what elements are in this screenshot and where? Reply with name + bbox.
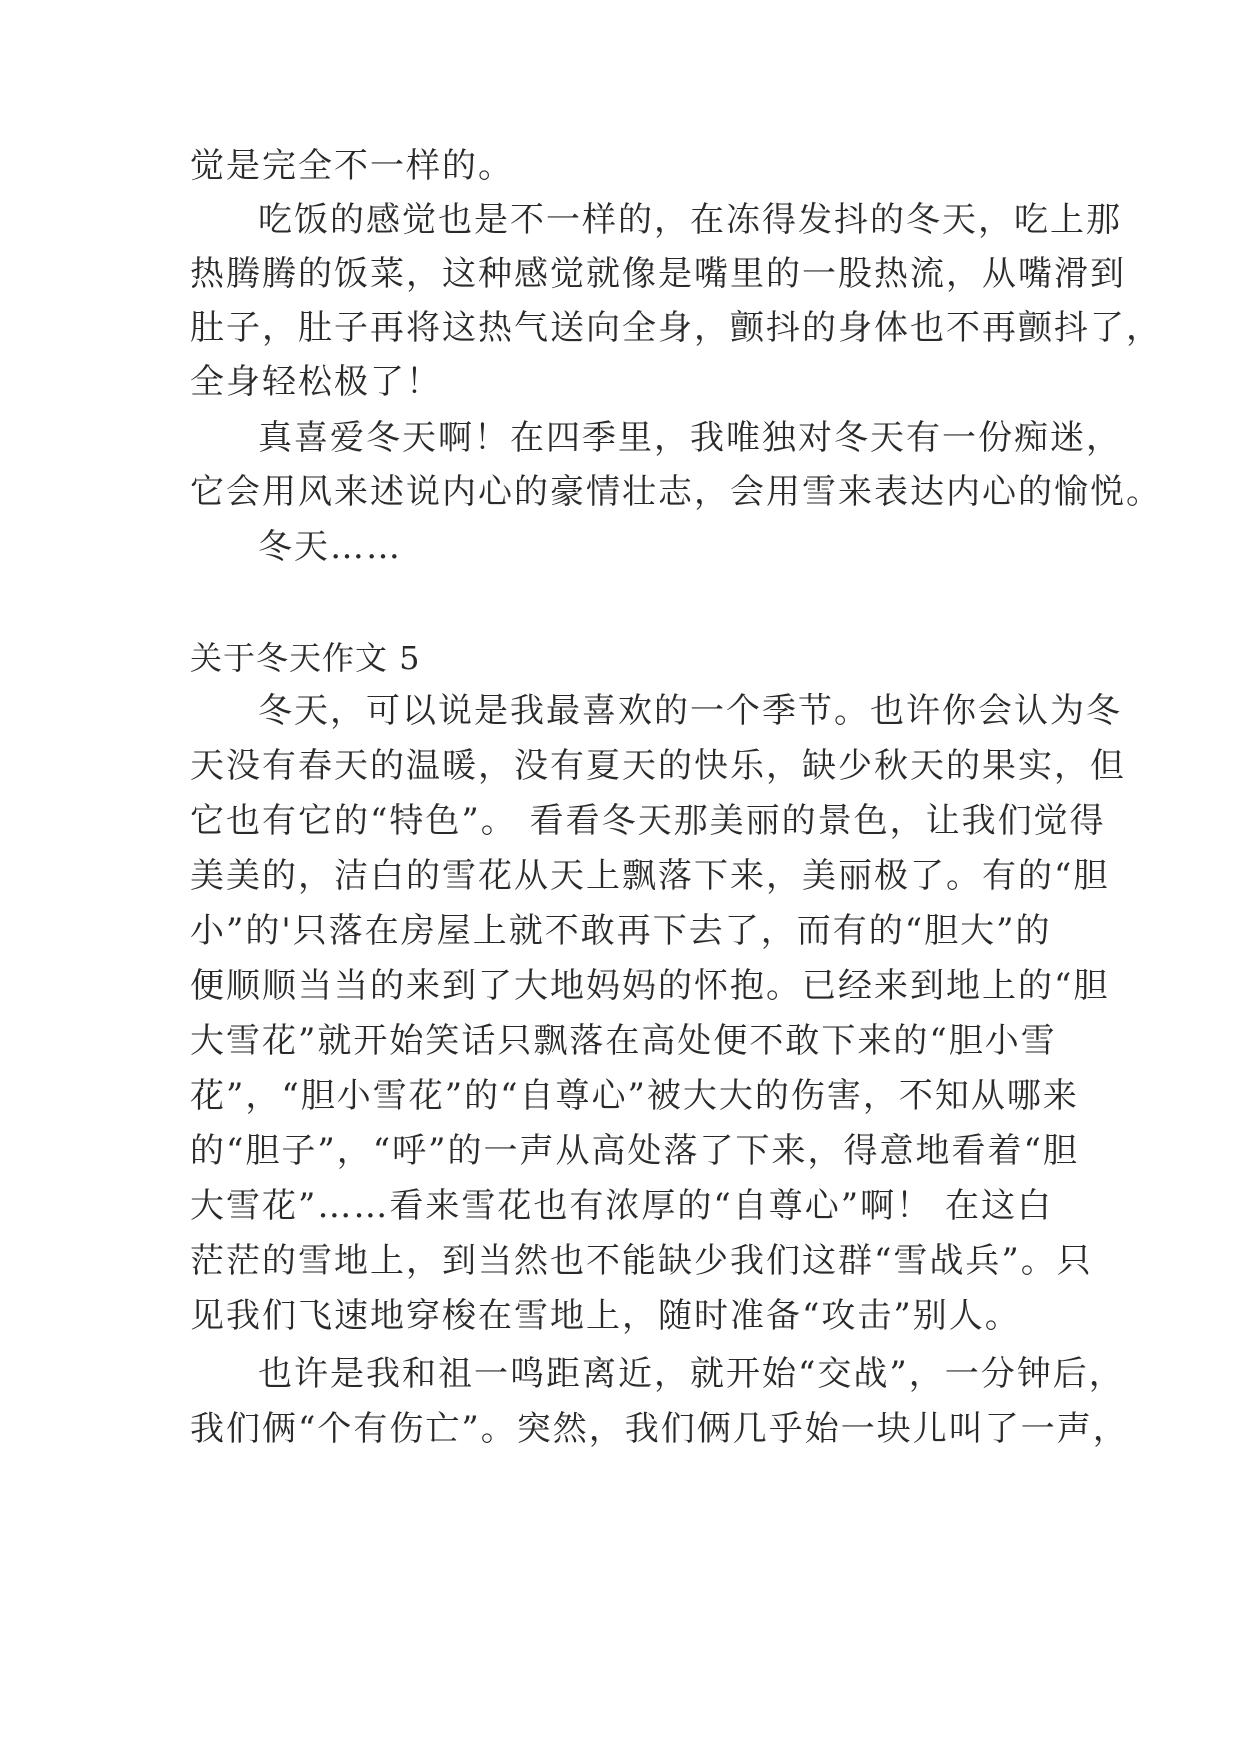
text-line: 全身轻松极了！ bbox=[190, 362, 442, 402]
text-line: 见我们飞速地穿梭在雪地上，随时准备“攻击”别人。 bbox=[190, 1296, 1021, 1336]
text-line: 大雪花”就开始笑话只飘落在高处便不敢下来的“胆小雪 bbox=[190, 1021, 1057, 1061]
text-line: 吃饭的感觉也是不一样的，在冻得发抖的冬天，吃上那 bbox=[258, 200, 1122, 240]
text-line: 真喜爱冬天啊！在四季里，我唯独对冬天有一份痴迷， bbox=[258, 418, 1122, 458]
text-line: 小”的'只落在房屋上就不敢再下去了，而有的“胆大”的 bbox=[190, 911, 1052, 951]
text-line: 也许是我和祖一鸣距离近，就开始“交战”，一分钟后， bbox=[258, 1354, 1125, 1394]
text-line: 花”，“胆小雪花”的“自尊心”被大大的伤害，不知从哪来 bbox=[190, 1076, 1079, 1116]
text-line: 大雪花”……看来雪花也有浓厚的“自尊心”啊！ 在这白 bbox=[190, 1186, 1053, 1226]
text-line: 热腾腾的饭菜，这种感觉就像是嘴里的一股热流，从嘴滑到 bbox=[190, 254, 1126, 294]
text-line: 冬天，可以说是我最喜欢的一个季节。也许你会认为冬 bbox=[258, 691, 1122, 731]
text-line: 肚子，肚子再将这热气送向全身，颤抖的身体也不再颤抖了， bbox=[190, 308, 1162, 348]
text-line: 美美的，洁白的雪花从天上飘落下来，美丽极了。有的“胆 bbox=[190, 856, 1110, 896]
text-line: 我们俩“个有伤亡”。突然，我们俩几乎始一块儿叫了一声， bbox=[190, 1409, 1129, 1449]
text-line: 便顺顺当当的来到了大地妈妈的怀抱。已经来到地上的“胆 bbox=[190, 966, 1110, 1006]
text-line: 天没有春天的温暖，没有夏天的快乐，缺少秋天的果实，但 bbox=[190, 746, 1126, 786]
text-line: 茫茫的雪地上，到当然也不能缺少我们这群“雪战兵”。只 bbox=[190, 1241, 1093, 1281]
text-line: 觉是完全不一样的。 bbox=[190, 146, 514, 186]
text-line: 冬天…… bbox=[258, 527, 402, 567]
text-line: 它也有它的“特色”。 看看冬天那美丽的景色，让我们觉得 bbox=[190, 801, 1106, 841]
text-line: 的“胆子”，“呼”的一声从高处落了下来，得意地看着“胆 bbox=[190, 1131, 1079, 1171]
section-heading: 关于冬天作文 5 bbox=[190, 639, 421, 677]
text-line: 它会用风来述说内心的豪情壮志，会用雪来表达内心的愉悦。 bbox=[190, 472, 1162, 512]
